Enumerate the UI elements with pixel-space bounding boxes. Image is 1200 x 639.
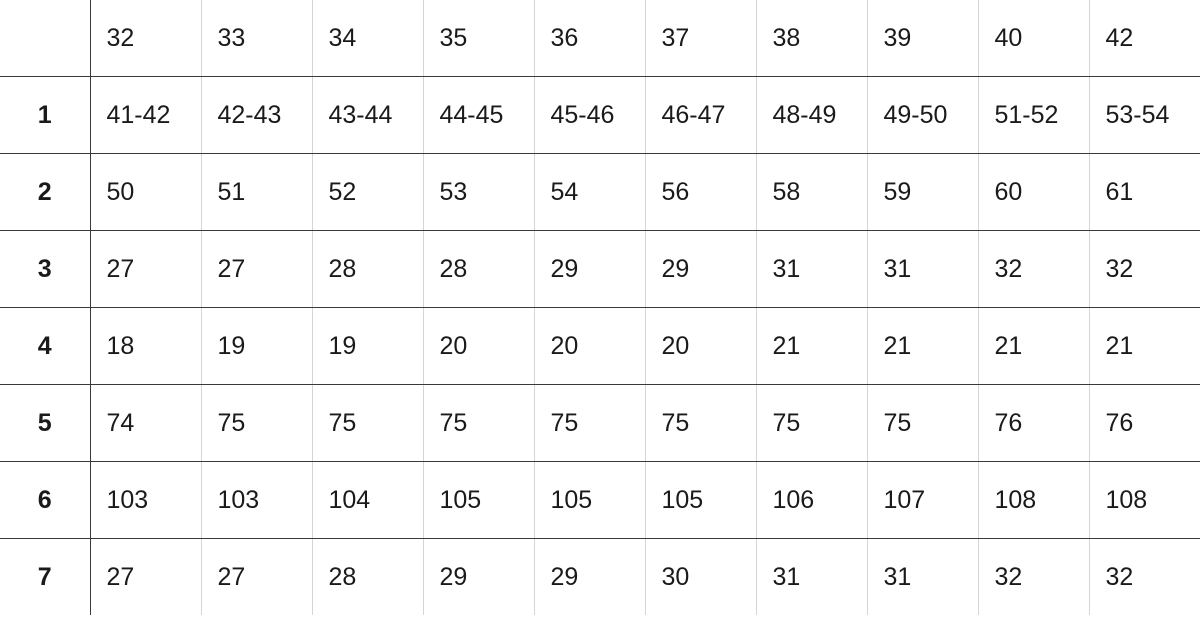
table-cell: 75 xyxy=(645,385,756,462)
table-cell: 61 xyxy=(1089,154,1200,231)
table-cell: 27 xyxy=(201,539,312,616)
table-cell: 75 xyxy=(867,385,978,462)
table-cell: 76 xyxy=(978,385,1089,462)
table-row xyxy=(0,231,1200,308)
table-cell: 28 xyxy=(312,539,423,616)
table-cell: 105 xyxy=(645,462,756,539)
column-header: 34 xyxy=(312,0,423,77)
table-cell: 75 xyxy=(423,385,534,462)
table-cell: 108 xyxy=(978,462,1089,539)
table-cell: 105 xyxy=(423,462,534,539)
column-header: 42 xyxy=(1089,0,1200,77)
table-cell: 103 xyxy=(201,462,312,539)
table-cell: 54 xyxy=(534,154,645,231)
column-header: 38 xyxy=(756,0,867,77)
row-label: 6 xyxy=(0,462,90,539)
column-header: 36 xyxy=(534,0,645,77)
table-cell: 75 xyxy=(534,385,645,462)
table-cell: 29 xyxy=(534,539,645,616)
table-cell: 27 xyxy=(201,231,312,308)
table-cell: 29 xyxy=(645,231,756,308)
table-cell: 75 xyxy=(312,385,423,462)
table-cell: 103 xyxy=(90,462,201,539)
table-cell: 21 xyxy=(756,308,867,385)
table-corner-cell xyxy=(0,0,90,77)
table-cell: 27 xyxy=(90,231,201,308)
table-cell: 48-49 xyxy=(756,77,867,154)
table-cell: 20 xyxy=(423,308,534,385)
table-cell: 45-46 xyxy=(534,77,645,154)
table-cell: 42-43 xyxy=(201,77,312,154)
row-label: 5 xyxy=(0,385,90,462)
table-cell: 31 xyxy=(756,539,867,616)
table-cell: 29 xyxy=(423,539,534,616)
table-cell: 28 xyxy=(423,231,534,308)
table-row xyxy=(0,539,1200,616)
table-cell: 51-52 xyxy=(978,77,1089,154)
table-row xyxy=(0,154,1200,231)
table-cell: 41-42 xyxy=(90,77,201,154)
table-cell: 53 xyxy=(423,154,534,231)
table-cell: 60 xyxy=(978,154,1089,231)
row-label: 4 xyxy=(0,308,90,385)
table-cell: 19 xyxy=(201,308,312,385)
table-row xyxy=(0,308,1200,385)
table-cell: 30 xyxy=(645,539,756,616)
table-cell: 31 xyxy=(867,539,978,616)
row-label: 7 xyxy=(0,539,90,616)
table-cell: 44-45 xyxy=(423,77,534,154)
table-cell: 107 xyxy=(867,462,978,539)
row-label: 1 xyxy=(0,77,90,154)
column-header: 39 xyxy=(867,0,978,77)
table-cell: 76 xyxy=(1089,385,1200,462)
column-header: 32 xyxy=(90,0,201,77)
table-cell: 31 xyxy=(867,231,978,308)
table-row xyxy=(0,77,1200,154)
table-cell: 21 xyxy=(978,308,1089,385)
table-cell: 53-54 xyxy=(1089,77,1200,154)
table-row xyxy=(0,462,1200,539)
row-label: 3 xyxy=(0,231,90,308)
table-cell: 18 xyxy=(90,308,201,385)
column-header: 40 xyxy=(978,0,1089,77)
table-cell: 19 xyxy=(312,308,423,385)
table-cell: 28 xyxy=(312,231,423,308)
column-header: 37 xyxy=(645,0,756,77)
table-cell: 51 xyxy=(201,154,312,231)
table-cell: 21 xyxy=(1089,308,1200,385)
table-cell: 58 xyxy=(756,154,867,231)
table-cell: 32 xyxy=(978,539,1089,616)
table-cell: 46-47 xyxy=(645,77,756,154)
table-cell: 108 xyxy=(1089,462,1200,539)
table-cell: 75 xyxy=(756,385,867,462)
row-label: 2 xyxy=(0,154,90,231)
table-cell: 59 xyxy=(867,154,978,231)
table-cell: 27 xyxy=(90,539,201,616)
table-cell: 32 xyxy=(1105,562,1134,591)
table-cell: 105 xyxy=(534,462,645,539)
table-cell: 50 xyxy=(90,154,201,231)
table-cell: 104 xyxy=(312,462,423,539)
table-cell: 20 xyxy=(534,308,645,385)
column-header: 35 xyxy=(423,0,534,77)
table-cell: 20 xyxy=(645,308,756,385)
table-row xyxy=(0,385,1200,462)
table-cell: 32 xyxy=(978,231,1089,308)
table-cell: 106 xyxy=(756,462,867,539)
table-cell: 56 xyxy=(645,154,756,231)
column-header: 33 xyxy=(201,0,312,77)
table-cell: 52 xyxy=(312,154,423,231)
table-cell: 75 xyxy=(201,385,312,462)
table-header-row xyxy=(0,0,1200,77)
table-cell: 31 xyxy=(756,231,867,308)
table-cell: 43-44 xyxy=(312,77,423,154)
table-cell: 21 xyxy=(867,308,978,385)
table-cell: 32 xyxy=(1089,231,1200,308)
table-cell: 74 xyxy=(90,385,201,462)
table-cell: 29 xyxy=(534,231,645,308)
table-cell: 49-50 xyxy=(867,77,978,154)
